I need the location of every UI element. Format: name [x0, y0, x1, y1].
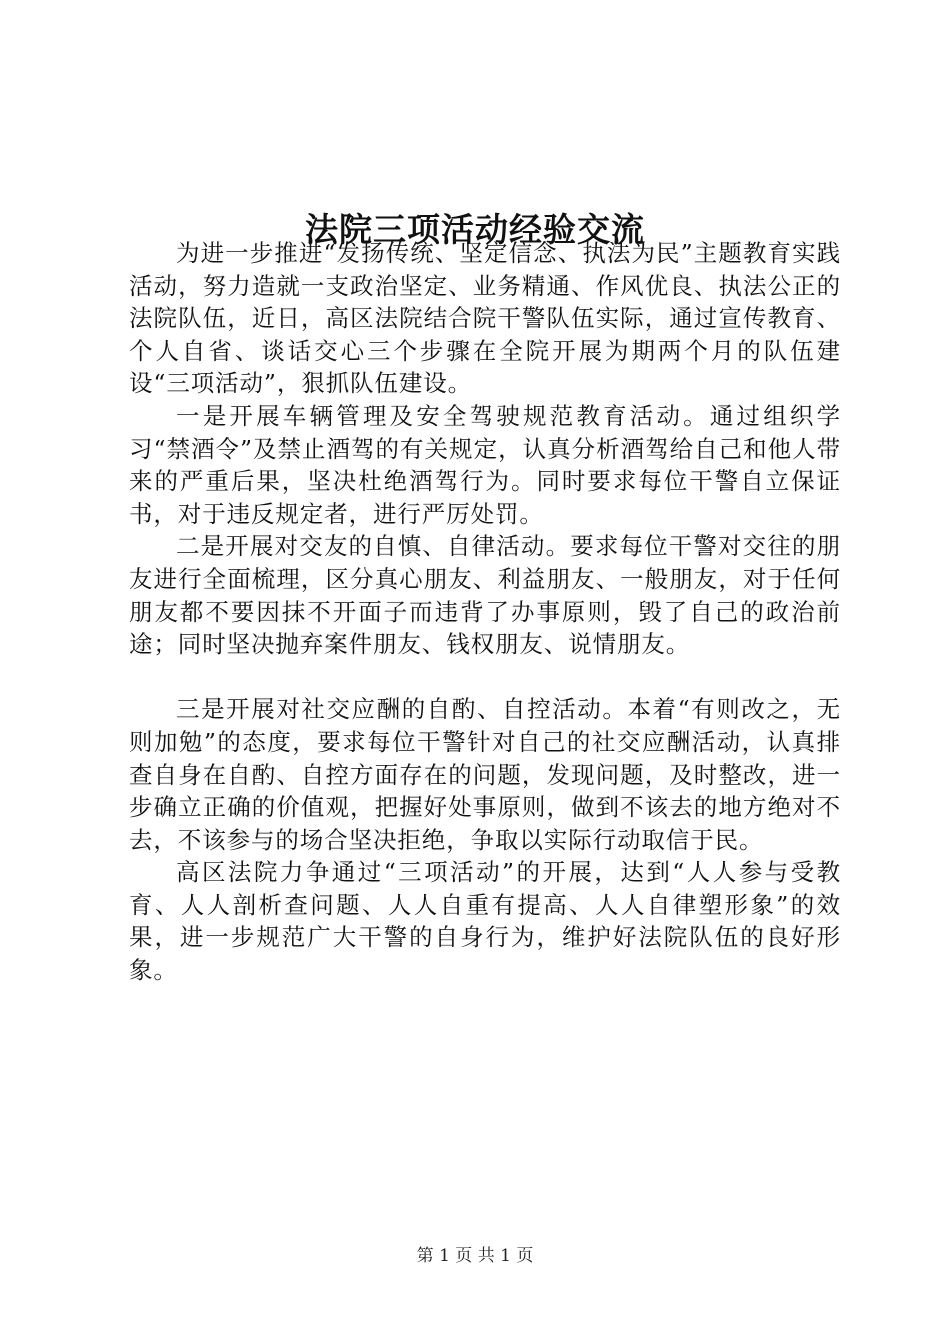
page-number: 第 1 页 共 1 页 [416, 1246, 534, 1266]
paragraph-activity-two: 二是开展对交友的自慎、自律活动。要求每位干警对交往的朋友进行全面梳理，区分真心朋友、利益朋友、一般朋友，对于任何朋友都不要因抹不开面子而违背了办事原则，毁了自己的政治前途；同时坚决抛弃案件朋友、钱权朋友、说情朋友。 [129, 532, 841, 659]
document-body [129, 237, 841, 987]
paragraph-conclusion: 高区法院力争通过“三项活动”的开展，达到“人人参与受教育、人人剖析查问题、人人自重有提高、人人自律塑形象”的效果，进一步规范广大干警的自身行为，维护好法院队伍的良好形象。 [129, 858, 841, 985]
paragraph-intro: 为进一步推进“发扬传统、坚定信念、执法为民”主题教育实践活动，努力造就一支政治坚定、业务精通、作风优良、执法公正的法院队伍，近日，高区法院结合院干警队伍实际，通过宣传教育、个人自省、谈话交心三个步骤在全院开展为期两个月的队伍建设“三项活动”，狠抓队伍建设。 [129, 239, 841, 398]
document-title: 法院三项活动经验交流 [305, 210, 645, 250]
paragraph-activity-one: 一是开展车辆管理及安全驾驶规范教育活动。通过组织学习“禁酒令”及禁止酒驾的有关规定，认真分析酒驾给自己和他人带来的严重后果，坚决杜绝酒驾行为。同时要求每位干警自立保证书，对于违反规定者，进行严厉处罚。 [129, 401, 841, 528]
paragraph-activity-three: 三是开展对社交应酬的自酌、自控活动。本着“有则改之，无则加勉”的态度，要求每位干警针对自己的社交应酬活动，认真排查自身在自酌、自控方面存在的问题，发现问题，及时整改，进一步确立正确的价值观，把握好处事原则，做到不该去的地方绝对不去，不该参与的场合坚决拒绝，争取以实际行动取信于民。 [129, 695, 841, 854]
